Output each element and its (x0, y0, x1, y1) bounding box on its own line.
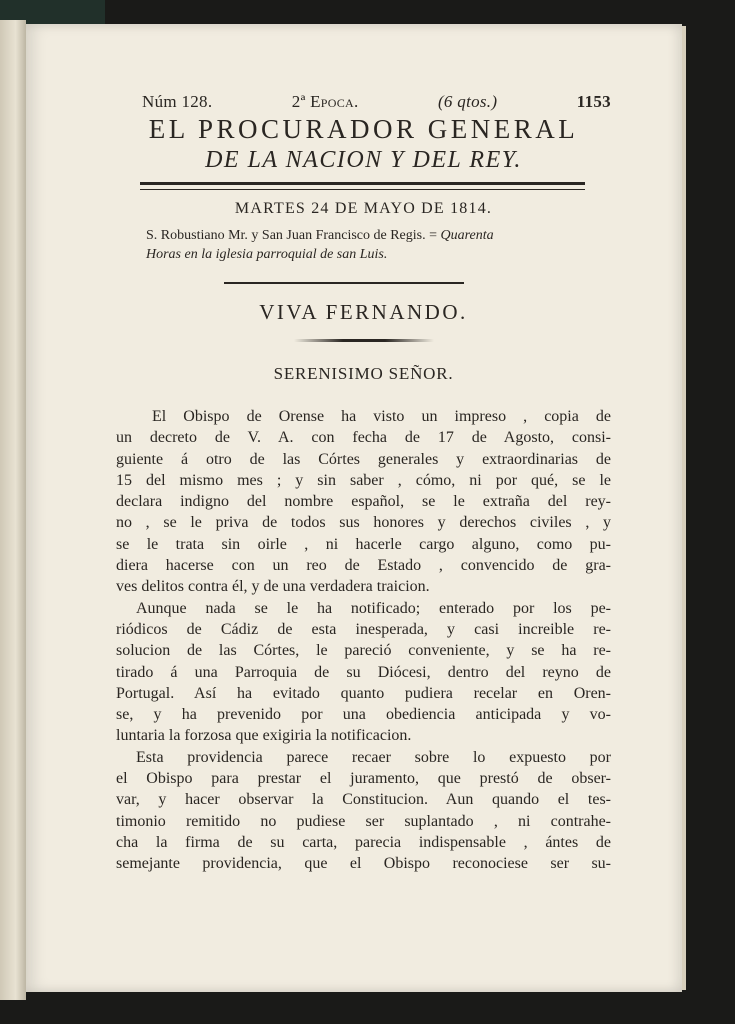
page-number: 1153 (576, 92, 611, 111)
issue-date: MARTES 24 DE MAYO DE 1814. (234, 200, 493, 217)
running-header (116, 92, 611, 112)
quires-count: (6 qtos.) (437, 92, 498, 111)
body-line: var, y hacer observar la Constitucion. Aun quando el tes- (116, 791, 611, 809)
letter-body (116, 406, 611, 875)
facing-page-edge (0, 20, 26, 1000)
issue-number: Núm 128. (142, 92, 213, 111)
body-line: guiente á otro de las Córtes generales y extraordinarias de (116, 450, 611, 468)
body-line: no , se le priva de todos sus honores y derechos civiles , y (116, 514, 611, 532)
viva-fernando-heading: VIVA FERNANDO. (259, 300, 468, 324)
saints-names: S. Robustiano Mr. y San Juan Francisco de Regis. (146, 228, 426, 243)
quarenta-horas-location: Horas en la iglesia parroquial de san Luis. (146, 247, 388, 262)
body-line: un decreto de V. A. con fecha de 17 de Agosto, consi- (116, 429, 611, 447)
page-content (116, 92, 611, 875)
epoch-label: 2ª Epoca. (291, 92, 359, 111)
body-line: ves delitos contra él, y de una verdadera traicion. (116, 578, 430, 596)
body-line: El Obispo de Orense ha visto un impreso , copia de (152, 408, 611, 425)
body-line: Esta providencia parece recaer sobre lo expuesto por (136, 748, 611, 766)
masthead-subtitle: DE LA NACION Y DEL REY. (205, 147, 522, 173)
ornamental-rule (294, 339, 434, 342)
saints-of-the-day (116, 226, 611, 264)
body-line: declara indigno del nombre español, se le extraña del rey- (116, 493, 611, 511)
body-line: 15 del mismo mes ; y sin saber , cómo, ni por qué, se le (116, 471, 611, 489)
body-line: Portugal. Así ha evitado quanto pudiera recelar en Oren- (116, 684, 611, 702)
body-line: se, y ha prevenido por una obediencia anticipada y vo- (116, 706, 611, 724)
body-line: semejante providencia, que el Obispo reconociese ser su- (116, 855, 611, 873)
body-line: se le trata sin oirle , ni hacerle cargo alguno, como pu- (116, 535, 611, 553)
body-line: el Obispo para prestar el juramento, que prestó de obser- (116, 770, 611, 788)
body-line: Aunque nada se le ha notificado; enterado por los pe- (136, 599, 611, 617)
body-line: solucion de las Córtes, le pareció conveniente, y se ha re- (116, 642, 611, 660)
em-dash-separator: = (425, 228, 441, 243)
section-rule (224, 282, 464, 284)
document-page (26, 24, 682, 992)
body-line: diera hacerse con un reo de Estado , convencido de gra- (116, 557, 611, 575)
body-line: timonio remitido no pudiese ser suplantado , ni contrahe- (116, 812, 611, 830)
body-line: luntaria la forzosa que exigiria la notificacion. (116, 727, 412, 745)
body-line: cha la firma de su carta, parecia indispensable , ántes de (116, 833, 611, 851)
masthead-title: EL PROCURADOR GENERAL (148, 114, 579, 144)
body-line: riódicos de Cádiz de esta inesperada, y casi increible re- (116, 620, 611, 638)
quarenta-label: Quarenta (440, 228, 494, 243)
body-line: tirado á una Parroquia de su Diócesi, dentro del reyno de (116, 663, 611, 681)
letter-salutation: SERENISIMO SEÑOR. (273, 364, 454, 383)
masthead-double-rule (140, 182, 585, 190)
